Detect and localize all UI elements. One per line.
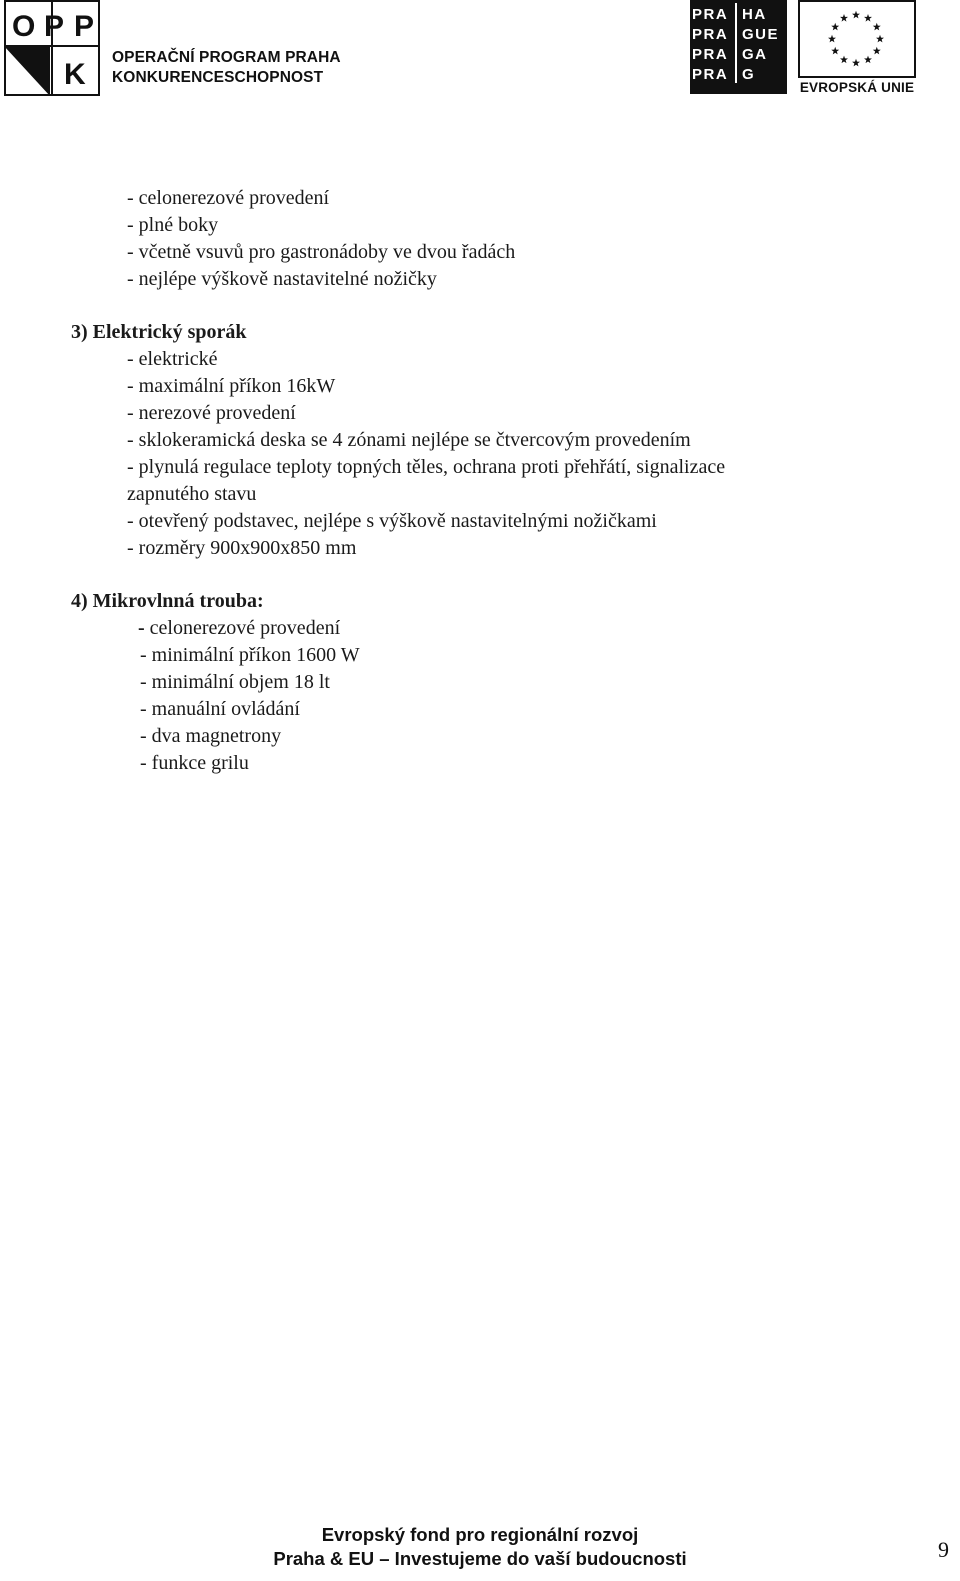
- section-4-title: 4) Mikrovlnná trouba:: [71, 590, 264, 612]
- eu-star-icon: [831, 23, 839, 31]
- eu-star-icon: [864, 56, 872, 64]
- praha-row-right: HA: [742, 6, 767, 23]
- footer-line2: Praha & EU – Investujeme do vaší budoucnosti: [273, 1548, 687, 1569]
- praha-row: [690, 44, 787, 64]
- praha-row-left: PRA: [692, 26, 729, 43]
- opp-program-title: [112, 48, 341, 88]
- opp-logo-graphic: [4, 0, 100, 96]
- list-item: - maximální příkon 16kW: [127, 375, 336, 397]
- opp-letter-p2: P: [74, 10, 95, 43]
- list-item: - otevřený podstavec, nejlépe s výškově nastavitelnými nožičkami: [127, 510, 657, 532]
- opp-title-line2: KONKURENCESCHOPNOST: [112, 69, 324, 86]
- section-3-title: 3) Elektrický sporák: [71, 321, 247, 343]
- opp-letter-p1: P: [44, 10, 65, 43]
- footer-line1: Evropský fond pro regionální rozvoj: [321, 1524, 639, 1545]
- eu-flag-icon: [798, 0, 916, 78]
- list-item: - dva magnetrony: [140, 725, 282, 747]
- eu-star-icon: [840, 14, 848, 22]
- eu-star-icon: [840, 56, 848, 64]
- eu-star-icon: [876, 35, 884, 43]
- eu-star-icon: [831, 47, 839, 55]
- list-item: - rozměry 900x900x850 mm: [127, 537, 357, 559]
- list-item-text: celonerezové provedení: [144, 617, 341, 639]
- list-item: [138, 616, 340, 640]
- opp-logo: [4, 0, 100, 96]
- list-item: - sklokeramická deska se 4 zónami nejlépe se čtvercovým provedením: [127, 429, 691, 451]
- list-item: - nerezové provedení: [127, 402, 296, 424]
- eu-star-icon: [873, 47, 881, 55]
- opp-letter-k: K: [64, 58, 86, 91]
- praha-row: [690, 4, 787, 24]
- eu-label: EVROPSKÁ UNIE: [799, 80, 915, 95]
- eu-star-icon: [873, 23, 881, 31]
- praha-row-left: PRA: [692, 46, 729, 63]
- praha-row-left: PRA: [692, 66, 729, 83]
- list-item: - včetně vsuvů pro gastronádoby ve dvou řadách: [127, 241, 516, 263]
- list-item: - nejlépe výškově nastavitelné nožičky: [127, 268, 437, 290]
- eu-logo: [798, 0, 916, 96]
- praha-row: [690, 24, 787, 44]
- eu-stars-icon: [800, 2, 914, 76]
- page-number: 9: [938, 1537, 949, 1562]
- list-item: - minimální příkon 1600 W: [140, 644, 360, 666]
- list-item-dash: -: [138, 617, 145, 639]
- list-item-continuation: zapnutého stavu: [127, 483, 257, 505]
- praha-logo: [690, 0, 787, 94]
- praha-row-left: PRA: [692, 6, 729, 23]
- list-item: - plynulá regulace teploty topných těles, ochrana proti přehřátí, signalizace: [127, 456, 726, 478]
- eu-star-icon: [864, 14, 872, 22]
- list-item: - minimální objem 18 lt: [140, 671, 330, 693]
- opp-letter-o: O: [12, 10, 36, 43]
- praha-row-right: G: [742, 66, 756, 83]
- list-item: - plné boky: [127, 214, 219, 236]
- list-item: - celonerezové provedení: [127, 187, 330, 209]
- praha-row-right: GUE: [742, 26, 780, 43]
- eu-star-icon: [828, 35, 836, 43]
- eu-star-icon: [852, 59, 860, 67]
- opp-title-line1: OPERAČNÍ PROGRAM PRAHA: [112, 49, 341, 66]
- praha-row-right: GA: [742, 46, 768, 63]
- praha-row: [690, 64, 787, 84]
- eu-star-icon: [852, 11, 860, 19]
- list-item: - elektrické: [127, 348, 218, 370]
- list-item: - funkce grilu: [140, 752, 249, 774]
- list-item: - manuální ovládání: [140, 698, 300, 720]
